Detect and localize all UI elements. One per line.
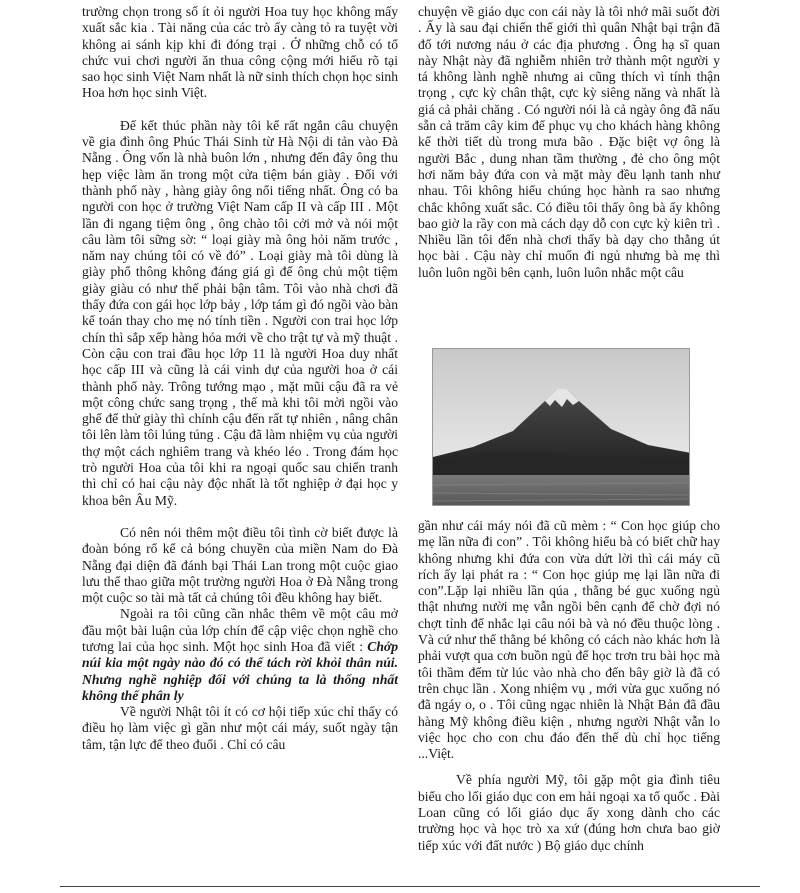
paragraph: Có nên nói thêm một điều tôi tình cờ biết được là đoàn bóng rổ kể cả bóng chuyền của miền Nam do Đà Nẵng đại diện đã đánh bại Thái Lan trong một cuộc giao lưu thể thao giữa một trường người Hoa ở Đà Nẵng trong một cuộc so tài mà tất cả chúng tôi đều không hay biết. [82, 524, 398, 606]
paragraph [82, 606, 398, 704]
mountain-photo [432, 348, 690, 506]
page-bottom-rule [60, 886, 760, 887]
paragraph: chuyện về giáo dục con cái này là tôi nhớ mãi suốt đời . Ấy là sau đại chiến thế giới thì quân Nhật bại trận đã đổ tới nương náu ở các địa phương . Ông hạ sĩ quan này Nhật này đã nghiễm nhiên trở thành một người y tá không lành nghề nhưng ai cũng thích vì tính thận trọng , cực kỳ chân thật, cực kỳ siêng năng và nhất là giá cả phải chăng . Có người nói là cả ngày ông đã nấu sẵn cả trăm cây kim để phục vụ cho khách hàng không kể thời tiết dù trong mưa bão . Đặc biệt vợ ông là người Bắc , dung nhan tầm thường , đẻ cho ông một hơi năm bảy đứa con và mặt mày đều lạnh tanh như nhau. Tôi không hiểu chúng học hành ra sao nhưng chắc không xuất sắc. Có điều tôi thấy ông bà ấy không bao giờ la rầy con mà cách dạy dỗ con cực kỳ kiên trì . Nhiều lần tôi đến nhà chơi thấy bà dạy cho thằng út học bài . Cậu này chỉ muốn đi ngủ nhưng bà mẹ thì luôn luôn ngồi bên cạnh, luôn luôn nhắc một câu [418, 4, 720, 280]
paragraph: gần như cái máy nói đã cũ mèm : “ Con học giúp cho mẹ lần nữa đi con” . Tôi không hiểu bà có biết chữ hay không nhưng khi đứa con vừa dứt lời thì cái máy cũ rích ấy lại phát ra : “ Con học giúp mẹ lại lần nữa đi con”.Lặp lại nhiều lần qúa , thằng bé gục xuống ngủ thật nhưng nười mẹ vẫn ngồi bên cạnh để chờ đợi nó chợt tỉnh để nhắc lại câu nói bà và nó đều thuộc lòng . Và cứ như thế thằng bé không có cách nào khác hơn là phải vượt qua cơn buồn ngủ để học trơn tru bài học mà tôi thầm đếm từ lúc vào nhà cho đến bây giờ là đã có trên chục lần . Xong nhiệm vụ , mới vừa gục xuống nó đã ngáy o, o . Tôi cũng ngạc nhiên là Nhật Bản đã đầu hàng Mỹ không điều kiện , nhưng người Nhật vẫn lo việc học cho con chu đáo đến thế dù chỉ học tiếng ...Việt. [418, 518, 720, 762]
paragraph: trường chọn trong số ít ỏi người Hoa tuy học không mấy xuất sắc kia . Tài năng của các trò ấy càng tỏ ra tuyệt vời không ai sánh kịp khi đi đóng trại . Ở những chỗ có tổ chức vui chơi người ăn thua công cộng mới hiểu rõ tại sao học sinh Việt Nam nhất là nữ sinh thích chọn học sinh Hoa hơn học sinh Việt. [82, 4, 398, 101]
right-column-top [418, 4, 720, 281]
left-column [82, 4, 398, 753]
student-quote: Chớp núi kia một ngày nào đó có thể tách rời khỏi thân núi. Nhưng nghề nghiệp đối với chúng ta là thống nhất không thể phân ly [82, 638, 398, 703]
mountain-photo-icon [433, 349, 690, 506]
paragraph-text: Ngoài ra tôi cũng cần nhắc thêm về một câu mở đầu một bài luận của lớp chín để cập việc chọn nghề cho tương lai của học sinh. Một học sinh Hoa đã viết : [82, 606, 398, 654]
paragraph: Về người Nhật tôi ít có cơ hội tiếp xúc chỉ thấy có điều họ làm việc gì gần như một cái máy, suốt ngày tận tâm, tận lực để theo đuổi . Chỉ có câu [82, 704, 398, 752]
paragraph: Về phía người Mỹ, tôi gặp một gia đình tiêu biểu cho lối giáo dục con em hải ngoại xa tổ quốc . Đài Loan cũng có lối giáo dục ấy xong dành cho các trường học và học trò xa xứ (đúng hơn chưa bao giờ tiếp xúc với đất nước ) Bộ giáo dục chính [418, 772, 720, 853]
paragraph: Để kết thúc phần này tôi kể rất ngắn câu chuyện về gia đình ông Phúc Thái Sinh từ Hà Nội di tản vào Đà Nẵng . Ông vốn là nhà buôn lớn , nhưng đến đây ông thu hẹp việc làm ăn trong một cửa tiệm bán giày . Đối với thành phố này , hàng giày ông nổi tiếng nhất. Ông có ba người con học ở trường Việt Nam cấp II và cấp III . Một lần đi ngang tiệm ông , ông chào tôi cởi mở và nói một câu làm tôi sững sờ: “ loại giày mà ông hỏi năm trước , năm nay chúng tôi có về đó” . Loại giày mà tôi dùng là giày phổ thông không đáng giá gì để ông chủ một tiệm giày giàu có như thế phải bận tâm. Tôi vào nhà chơi đã thấy đứa con gái học lớp bảy , lớp tám gì đó ngồi vào bàn kế toán thay cho mẹ nó tính tiền . Người con trai học lớp chín thì sắp xếp hàng hóa mới về cho trật tự và mỹ thuật . Còn cậu con trai đầu học lớp 11 là người Hoa duy nhất học cấp III và cũng là cái vinh dự của người hoa ở cái thành phố này. Trông tướng mạo , mặt mũi cậu đã ra vẻ một công chức sang trọng , thế mà khi tôi mời ngồi vào ghế để thử giày thì chính cậu đến rất tự nhiên , nâng chân tôi lên làm tôi lúng túng . Cậu đã làm nhiệm vụ của người thợ một cách nghiêm trang và khéo léo . Trong đám học trò người Hoa của tôi khi ra ngoại quốc sau chiến tranh thì chỉ có hai cậu này độc nhất là tốt nghiệp ở đại học y khoa bên Âu Mỹ. [82, 117, 398, 508]
right-column-bottom [418, 518, 720, 854]
